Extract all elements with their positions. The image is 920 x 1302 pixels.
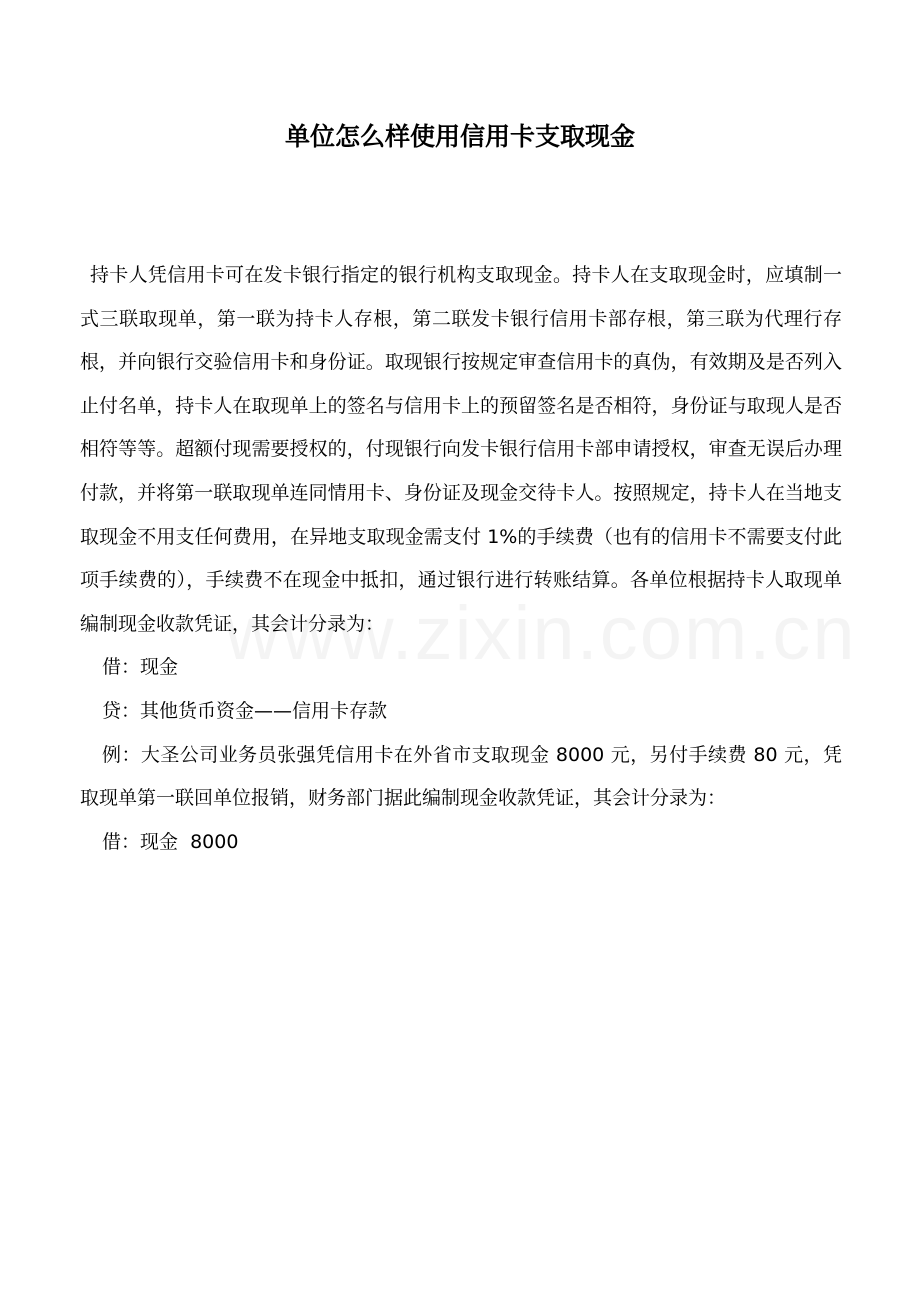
journal-entry-credit: 贷：其他货币资金——信用卡存款 — [102, 699, 388, 722]
paragraph-intro: 持卡人凭信用卡可在发卡银行指定的银行机构支取现金。持卡人在支取现金时，应填制一式三联取现单，第一联为持卡人存根，第二联发卡银行信用卡部存根，第三联为代理行存根，并向银行交验信用卡和身份证。取现银行按规定审查信用卡的真伪，有效期及是否列入止付名单，持卡人在取现单上的签名与信用卡上的预留签名是否相符，身份证与取现人是否相符等等。超额付现需要授权的，付现银行向发卡银行信用卡部申请授权，审查无误后办理付款，并将第一联取现单连同情用卡、身份证及现金交待卡人。按照规定，持卡人在当地支取现金不用支任何费用，在异地支取现金需支付 1%的手续费（也有的信用卡不需要支付此项手续费的），手续费不在现金中抵扣，通过银行进行转账结算。各单位根据持卡人取现单编制现金收款凭证，其会计分录为： — [80, 264, 842, 635]
document-title: 单位怎么样使用信用卡支取现金 — [284, 122, 635, 151]
document-body — [80, 254, 842, 864]
journal-entry-debit: 借：现金 — [102, 656, 179, 679]
paragraph-example: 例：大圣公司业务员张强凭信用卡在外省市支取现金 8000 元，另付手续费 80 元，凭取现单第一联回单位报销，财务部门据此编制现金收款凭证，其会计分录为： — [80, 743, 842, 810]
journal-entry-debit-example: 借：现金 8000 — [102, 830, 239, 853]
